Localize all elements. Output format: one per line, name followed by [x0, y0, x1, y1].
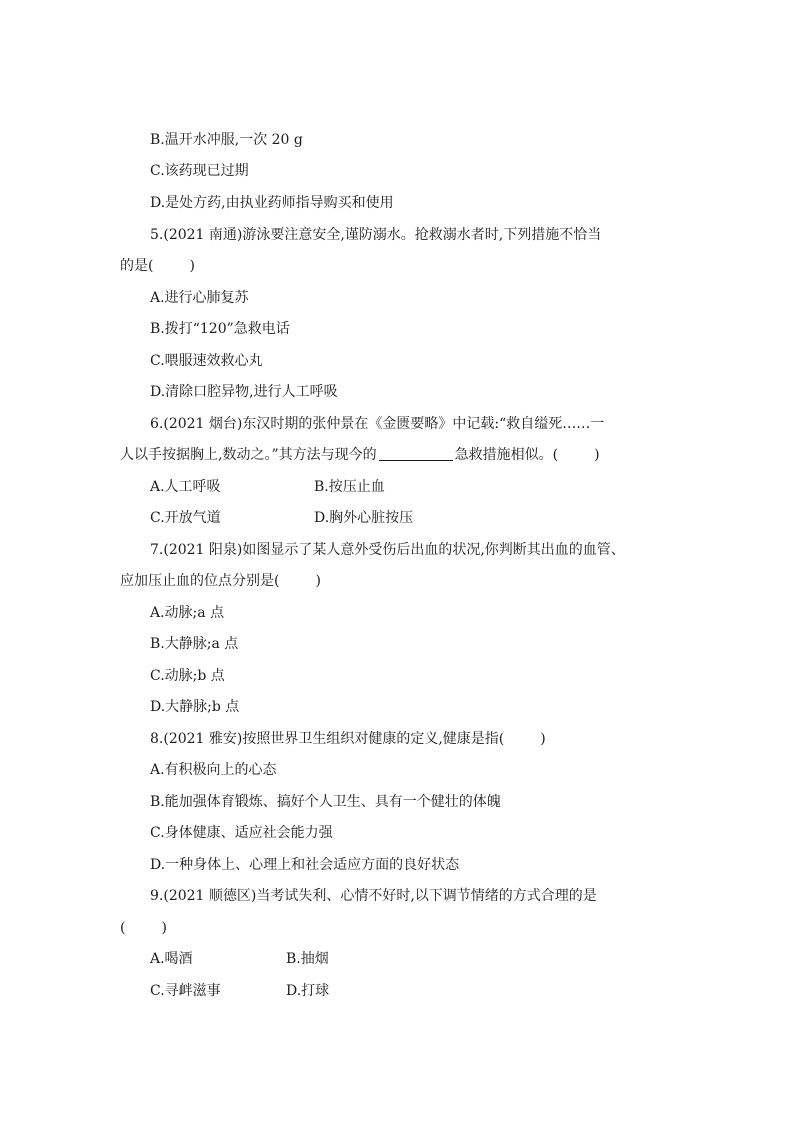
q7-option-a: A.动脉;a 点 — [150, 605, 225, 621]
q8-stem-close: ) — [540, 731, 546, 747]
q7-option-d: D.大静脉;b 点 — [150, 699, 240, 715]
q9-option-b: B.抽烟 — [286, 951, 329, 967]
q7-stem-text: 应加压止血的位点分别是( — [120, 573, 280, 589]
q4-option-d: D.是处方药,由执业药师指导购买和使用 — [150, 195, 394, 211]
q7-stem-close: ) — [315, 573, 321, 589]
q5-stem-line2 — [120, 256, 195, 276]
q7-option-c: C.动脉;b 点 — [150, 668, 225, 684]
q8-option-b: B.能加强体育锻炼、搞好个人卫生、具有一个健壮的体魄 — [150, 794, 501, 810]
q6-stem-text: 人以手按据胸上,数动之。”其方法与现今的 — [120, 447, 377, 463]
q4-option-b: B.温开水冲服,一次 20 g — [150, 132, 303, 148]
q9-stem-close: ) — [161, 920, 167, 936]
q5-option-b: B.拨打“120”急救电话 — [150, 321, 290, 337]
q6-fill-blank — [379, 446, 453, 461]
q5-option-c: C.喂服速效救心丸 — [150, 353, 263, 369]
q5-stem-line1: 5.(2021 南通)游泳要注意安全,谨防溺水。抢救溺水者时,下列措施不恰当 — [150, 227, 602, 243]
q5-stem-text: 的是( — [120, 258, 154, 274]
q8-option-d: D.一种身体上、心理上和社会适应方面的良好状态 — [150, 857, 460, 873]
q5-option-d: D.清除口腔异物,进行人工呼吸 — [150, 384, 338, 400]
q9-stem-line1: 9.(2021 顺德区)当考试失利、心情不好时,以下调节情绪的方式合理的是 — [150, 888, 597, 904]
q7-stem-line2 — [120, 571, 321, 591]
q4-option-c: C.该药现已过期 — [150, 163, 249, 179]
q8-option-a: A.有积极向上的心态 — [150, 762, 277, 778]
q9-stem-line2 — [120, 918, 167, 938]
q6-option-a: A.人工呼吸 — [150, 479, 221, 495]
q7-stem-line1: 7.(2021 阳泉)如图显示了某人意外受伤后出血的状况,你判断其出血的血管、 — [150, 542, 625, 558]
q6-stem-line1: 6.(2021 烟台)东汉时期的张仲景在《金匮要略》中记载:“救自缢死……一 — [150, 416, 605, 432]
q6-option-b: B.按压止血 — [314, 479, 385, 495]
q6-stem-text2: 急救措施相似。( — [454, 447, 559, 463]
q8-stem — [150, 729, 546, 749]
q7-option-b: B.大静脉;a 点 — [150, 636, 239, 652]
q8-option-c: C.身体健康、适应社会能力强 — [150, 825, 333, 841]
q8-stem-text: 8.(2021 雅安)按照世界卫生组织对健康的定义,健康是指( — [150, 731, 505, 747]
q9-option-c: C.寻衅滋事 — [150, 983, 221, 999]
q5-option-a: A.进行心肺复苏 — [150, 290, 249, 306]
q9-option-d: D.打球 — [286, 983, 330, 999]
q9-stem-open: ( — [120, 920, 126, 936]
q6-stem-close: ) — [594, 447, 600, 463]
q9-option-a: A.喝酒 — [150, 951, 193, 967]
q6-option-c: C.开放气道 — [150, 510, 221, 526]
q6-stem-line2 — [120, 445, 600, 465]
q5-stem-close: ) — [189, 258, 195, 274]
q6-option-d: D.胸外心脏按压 — [314, 510, 414, 526]
